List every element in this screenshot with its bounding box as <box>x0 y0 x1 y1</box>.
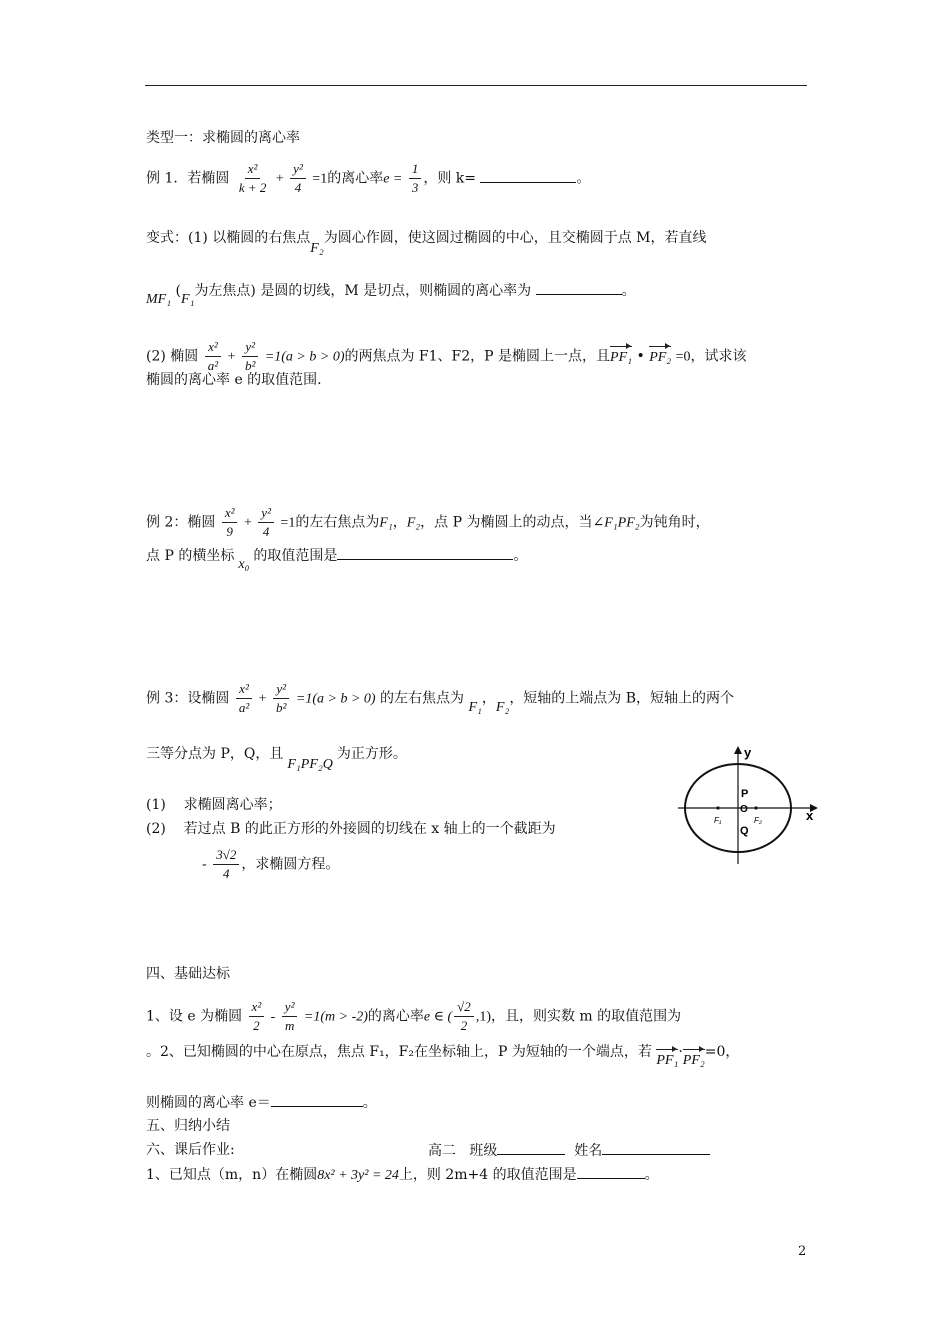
ex1-e-label: e = <box>383 171 403 187</box>
vector-pf1: PF₁ <box>610 348 632 368</box>
s4p1-frac1: $\frac{\text{x²}}{2}$ <box>249 998 265 1035</box>
s4p2-eq: =0， <box>704 1044 740 1060</box>
q2-number: (2) <box>146 821 166 837</box>
ex1-eq: =1 <box>312 171 328 187</box>
variant2-frac2: $\frac{\text{y²}}{\text{b²}}$ <box>242 338 258 375</box>
hw1-equation: 8x² + 3y² = 24 <box>317 1168 399 1183</box>
section4-title: 四、基础达标 <box>146 966 230 982</box>
label-o: O <box>740 804 748 815</box>
ex2-eq: =1 <box>280 515 296 531</box>
s4p1-eq: =1(m > -2) <box>303 1009 368 1025</box>
f2-symbol: F₂ <box>495 699 510 715</box>
variant1-answer-blank[interactable] <box>536 280 622 295</box>
hw1-text-b: 上，则 2m+4 的取值范围是 <box>398 1167 577 1183</box>
label-q: Q <box>740 825 749 837</box>
ex1-answer-blank[interactable] <box>480 168 576 183</box>
plus-sign: + <box>243 515 252 531</box>
variant2-prefix: (2) 椭圆 <box>146 348 199 365</box>
eccentricity-answer-blank[interactable] <box>271 1092 363 1107</box>
class-label: 班级 <box>469 1143 498 1159</box>
period: 。 <box>621 283 636 299</box>
plus-sign: + <box>258 691 267 707</box>
ex2-answer-blank[interactable] <box>337 545 513 560</box>
focus-f2-point <box>754 806 757 809</box>
x0-symbol: x₀ <box>238 557 250 572</box>
interval-end: ,1) <box>475 1009 491 1025</box>
q2-end: ，求椭圆方程。 <box>241 856 340 873</box>
class-input[interactable] <box>497 1140 565 1155</box>
header-rule <box>145 85 807 86</box>
period: 。 <box>362 1095 377 1111</box>
ex2-mid2: ，点 P 为椭圆上的动点，当 <box>420 514 593 531</box>
section6-header <box>146 1140 603 1160</box>
ex3-prefix: 例 3：设椭圆 <box>146 690 230 707</box>
ex2-prefix: 例 2：椭圆 <box>146 514 216 531</box>
section4-problem-2 <box>146 1042 740 1068</box>
q2-text: 若过点 B 的此正方形的外接圆的切线在 x 轴上的一个截距为 <box>183 821 556 837</box>
ex1-frac2: $\frac{\text{y²}}{4}$ <box>290 160 306 197</box>
section5-title: 五、归纳小结 <box>146 1118 230 1134</box>
q1-text: 求椭圆离心率； <box>183 797 282 813</box>
ex1-e-frac: $\frac{1}{3}$ <box>409 160 422 197</box>
class-info <box>428 1140 710 1161</box>
name-label: 姓名 <box>574 1143 603 1159</box>
f1-symbol: F₁ <box>468 699 482 715</box>
ellipse-figure <box>676 746 822 866</box>
cdot-operator: · <box>678 1044 683 1060</box>
name-input[interactable] <box>602 1140 710 1155</box>
variant2-suffix: ，试求该 <box>690 348 747 365</box>
label-p: P <box>741 788 749 800</box>
label-y: y <box>744 746 752 760</box>
s4p1-suffix: ，且，则实数 m 的取值范围为 <box>490 1008 682 1025</box>
ex3-question-2-cont <box>202 846 339 883</box>
variant2-frac1: $\frac{\text{x²}}{\text{a²}}$ <box>205 338 221 375</box>
ex1-frac1: $\frac{\text{x²}}{k + 2}$ <box>238 161 267 195</box>
hw1-answer-blank[interactable] <box>577 1164 645 1179</box>
section4-problem-2-cont <box>146 1092 377 1113</box>
label-x: x <box>806 808 814 823</box>
ex3-mid: 的左右焦点为 <box>380 690 465 707</box>
ex1-prefix: 例 1．若椭圆 <box>146 170 230 187</box>
minus-sign: - <box>270 1009 276 1025</box>
period: 。 <box>576 170 591 187</box>
y-axis-arrow <box>734 746 742 754</box>
variant-1-line2 <box>146 280 636 307</box>
variant1-text-b: 为圆心作圆，使这圆过椭圆的中心，且交椭圆于点 M，若直线 <box>323 230 707 246</box>
dot-operator: • <box>636 348 645 365</box>
vector-pf1: PF₁ <box>656 1051 678 1071</box>
section6-title: 六、课后作业: <box>146 1142 235 1158</box>
e-in: e ∈ ( <box>423 1009 453 1025</box>
s4p1-frac2: $\frac{\text{y²}}{m}$ <box>282 998 298 1035</box>
f1-symbol: F₁ <box>181 292 195 307</box>
ex3-eq: =1(a > b > 0) <box>295 691 376 707</box>
ex3-text-a: 三等分点为 P，Q，且 <box>146 746 284 762</box>
ex2-suffix: 为钝角时， <box>639 514 710 531</box>
example-3-line2 <box>146 744 407 772</box>
intercept-frac: $\frac{3√2}{4}$ <box>213 846 239 883</box>
f2-symbol: F₂ <box>310 241 324 256</box>
ex2-frac2: $\frac{\text{y²}}{4}$ <box>258 504 274 541</box>
variant2-zero: =0 <box>675 349 691 365</box>
type1-title: 类型一：求椭圆的离心率 <box>146 130 300 146</box>
minus-sign: - <box>202 856 207 873</box>
page-number: 2 <box>798 1244 807 1259</box>
section4-problem-1 <box>146 998 681 1035</box>
label-f1: F₁ <box>714 816 722 825</box>
s4p3-text: 则椭圆的离心率 e＝ <box>146 1095 271 1111</box>
label-f2: F₂ <box>754 816 762 825</box>
variant-1-line1 <box>146 228 707 256</box>
ex3-suffix: ，短轴的上端点为 B，短轴上的两个 <box>509 690 735 707</box>
ex3-text-b: 为正方形。 <box>336 746 407 762</box>
example-2-line1 <box>146 504 710 541</box>
variant2-eq: =1(a > b > 0) <box>264 349 345 365</box>
ex2-mid: 的左右焦点为 <box>295 514 380 531</box>
f1-symbol: F₁ <box>379 515 393 531</box>
homework-1 <box>146 1164 659 1186</box>
ex1-suffix: ，则 k= <box>423 170 476 187</box>
ex1-mid: 的离心率 <box>327 170 384 187</box>
focus-f1-point <box>716 806 719 809</box>
vector-pf2: PF₂ <box>683 1051 705 1071</box>
ex3-question-1 <box>146 795 282 815</box>
plus-sign: + <box>227 349 236 365</box>
ex3-frac2: $\frac{\text{y²}}{\text{b²}}$ <box>273 680 289 717</box>
plus-sign: + <box>275 171 284 187</box>
f2-symbol: F₂ <box>406 515 421 531</box>
variant-2-line2: 椭圆的离心率 e 的取值范围. <box>146 372 322 388</box>
ex2-text-a: 点 P 的横坐标 <box>146 548 235 564</box>
q1-number: (1) <box>146 797 166 813</box>
example-3-line1 <box>146 680 734 717</box>
hw1-text-a: 1、已知点（m，n）在椭圆 <box>146 1167 318 1183</box>
ex2-text-b: 的取值范围是 <box>253 548 338 564</box>
comma: ， <box>481 690 496 707</box>
mf1-symbol: MF₁ <box>146 292 172 307</box>
period: 。 <box>513 548 528 564</box>
variant1-text-a: 变式：(1) 以椭圆的右焦点 <box>146 230 311 246</box>
ex3-frac1: $\frac{\text{x²}}{\text{a²}}$ <box>236 680 252 717</box>
s4p1-mid: 的离心率 <box>367 1008 424 1025</box>
example-1 <box>146 160 590 197</box>
square-f1pf2q: F₁PF₂Q <box>287 757 333 772</box>
variant1-text-c: 为左焦点) 是圆的切线，M 是切点，则椭圆的离心率为 <box>194 283 532 299</box>
example-2-line2 <box>146 545 528 572</box>
angle-f1pf2: ∠F₁PF₂ <box>592 515 640 531</box>
s4p2-text: 。2、已知椭圆的中心在原点，焦点 F₁，F₂在坐标轴上，P 为短轴的一个端点，若 <box>146 1044 652 1060</box>
ex3-question-2 <box>146 819 556 839</box>
variant2-mid: 的两焦点为 F1、F2，P 是椭圆上一点，且 <box>344 348 611 365</box>
grade-label: 高二 <box>428 1143 456 1159</box>
period: 。 <box>644 1167 659 1183</box>
ex2-frac1: $\frac{\text{x²}}{9}$ <box>222 504 238 541</box>
sqrt2-over-2: $\frac{√2}{2}$ <box>454 998 474 1035</box>
comma: ， <box>392 514 407 531</box>
s4p1-prefix: 1、设 e 为椭圆 <box>146 1008 243 1025</box>
vector-pf2: PF₂ <box>649 348 671 368</box>
paren-open: ( <box>175 283 182 299</box>
